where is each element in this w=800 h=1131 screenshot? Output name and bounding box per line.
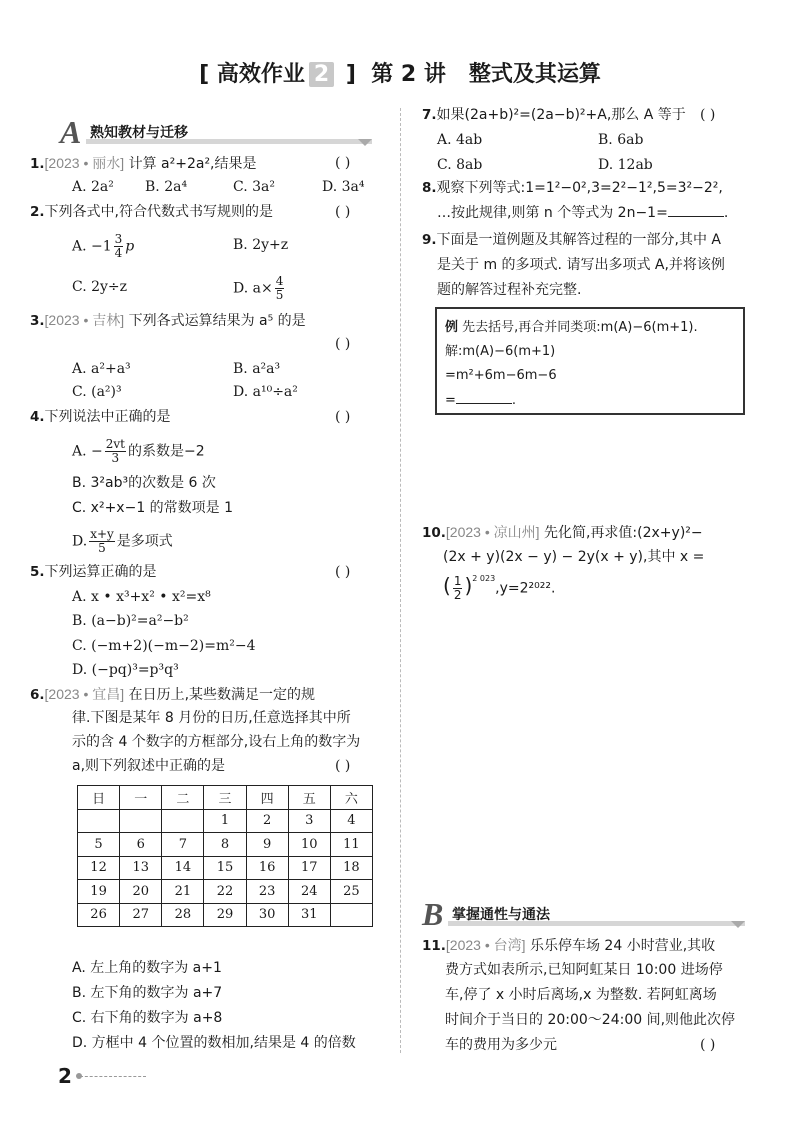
period: .: [511, 393, 517, 408]
question-3: [30, 311, 306, 330]
calendar-cell: 28: [162, 903, 204, 927]
question-number: 8.: [422, 180, 437, 196]
option-b: B. 3²ab³的次数是 6 次: [72, 475, 216, 491]
paren: ): [464, 573, 473, 598]
numerator: x+y: [90, 527, 114, 541]
option-c: C. (a²)³: [72, 384, 122, 400]
denominator: 2: [453, 588, 462, 602]
source-tag: [2023 • 吉林]: [44, 312, 125, 328]
series-name: 高效作业: [216, 62, 305, 87]
option-text: 的系数是−2: [128, 443, 205, 460]
question-text: [437, 204, 728, 222]
calendar-cell: 4: [330, 809, 372, 833]
example-label: 例: [445, 320, 459, 335]
question-text: 如果(2a+b)²=(2a−b)²+A,那么 A 等于: [436, 107, 686, 123]
answer-blank[interactable]: ( ): [335, 409, 351, 425]
column-divider: [400, 108, 401, 1053]
equals: =: [445, 393, 456, 408]
question-number: 4.: [30, 409, 45, 425]
calendar-cell: 25: [330, 880, 372, 904]
denominator: 5: [98, 541, 106, 555]
calendar-cell: 24: [288, 880, 330, 904]
lesson-number: 第 2 讲: [371, 62, 446, 87]
calendar-cell: 22: [204, 880, 246, 904]
question-number: 9.: [422, 232, 437, 248]
paren: (: [443, 573, 451, 598]
question-text: ,y=2²⁰²².: [495, 580, 556, 597]
calendar-cell: 5: [78, 833, 120, 857]
option-text: A. −1: [72, 238, 112, 255]
question-text: 先化简,再求值:(2x+y)²−: [539, 525, 703, 541]
question-text: 下列各式中,符合代数式书写规则的是: [44, 204, 273, 220]
question-1: [30, 154, 257, 173]
example-line: [445, 319, 698, 337]
calendar-header-row: [78, 786, 373, 810]
section-letter: A: [60, 114, 82, 150]
question-text: 车,停了 x 小时后离场,x 为整数. 若阿虹离场: [445, 987, 717, 1003]
question-text: (2x + y)(2x − y) − 2y(x + y),其中 x =: [443, 549, 705, 565]
calendar-cell: 20: [120, 880, 162, 904]
option-d: [72, 528, 173, 555]
section-a-header: [60, 114, 372, 150]
source-tag: [2023 • 台湾]: [445, 937, 526, 953]
calendar-cell: 18: [330, 856, 372, 880]
answer-blank[interactable]: ( ): [335, 564, 351, 580]
question-text: 下面是一道例题及其解答过程的一部分,其中 A: [436, 232, 722, 248]
fraction: [105, 438, 126, 465]
solution-line: =m²+6m−6m−6: [445, 368, 557, 383]
calendar-cell: 16: [246, 856, 288, 880]
example-box: [435, 307, 745, 415]
calendar-cell: 31: [288, 903, 330, 927]
calendar-cell: 三: [204, 786, 246, 810]
question-2: [30, 203, 273, 221]
calendar-cell: 19: [78, 880, 120, 904]
calendar-cell: 8: [204, 833, 246, 857]
calendar-cell: 29: [204, 903, 246, 927]
denominator: 5: [275, 288, 284, 302]
calendar-cell: 17: [288, 856, 330, 880]
option-b: B. 2y+z: [233, 237, 289, 253]
calendar-cell: 12: [78, 856, 120, 880]
exponent: 2 023: [472, 573, 496, 583]
question-11: [422, 936, 715, 955]
question-text: 计算 a²+2a²,结果是: [124, 156, 257, 172]
option-a: [72, 233, 134, 260]
bracket: ]: [345, 62, 356, 87]
calendar-row: [78, 880, 373, 904]
calendar-row: [78, 856, 373, 880]
calendar-table: [77, 785, 373, 927]
option-text: D. a×: [233, 280, 273, 297]
numerator: 2vt: [105, 437, 125, 451]
lesson-topic: 整式及其运算: [468, 62, 601, 87]
section-letter: B: [422, 896, 444, 932]
triangle-icon: [358, 139, 372, 146]
question-text: 题的解答过程补充完整.: [437, 282, 582, 298]
calendar-cell: 30: [246, 903, 288, 927]
question-7: [422, 106, 686, 124]
numerator: 3: [114, 232, 123, 246]
option-d: D. 3a⁴: [322, 179, 365, 195]
option-a: A. x • x³+x² • x²=x⁸: [72, 589, 211, 605]
section-b-header: [422, 896, 745, 932]
period: .: [723, 205, 729, 221]
question-number: 3.: [30, 313, 45, 329]
calendar-cell: 6: [120, 833, 162, 857]
calendar-cell: 26: [78, 903, 120, 927]
numerator: 4: [275, 274, 284, 288]
triangle-icon: [731, 921, 745, 928]
homework-badge: 2: [309, 62, 334, 87]
question-number: 5.: [30, 564, 45, 580]
bracket: [: [199, 62, 210, 87]
option-d: D. (−pq)³=p³q³: [72, 662, 179, 678]
calendar-cell: 10: [288, 833, 330, 857]
variable: p: [125, 238, 135, 255]
answer-blank[interactable]: ( ): [700, 107, 716, 123]
calendar-row: [78, 809, 373, 833]
numerator: 1: [453, 574, 462, 588]
calendar-cell: 15: [204, 856, 246, 880]
denominator: 4: [114, 246, 123, 260]
option-a: A. 左上角的数字为 a+1: [72, 960, 222, 976]
question-text: …按此规律,则第 n 个等式为 2n−1=: [437, 205, 668, 221]
calendar-cell: 六: [330, 786, 372, 810]
answer-blank[interactable]: ( ): [700, 1037, 716, 1053]
answer-blank[interactable]: [456, 391, 512, 404]
calendar-cell: [162, 809, 204, 833]
option-b: B. 2a⁴: [145, 179, 188, 195]
calendar-row: [78, 903, 373, 927]
question-text: 是关于 m 的多项式. 请写出多项式 A,并将该例: [437, 257, 725, 273]
calendar-cell: [330, 903, 372, 927]
option-b: B. (a−b)²=a²−b²: [72, 613, 189, 629]
calendar-cell: 7: [162, 833, 204, 857]
option-text: 是多项式: [116, 533, 173, 550]
calendar-cell: [78, 809, 120, 833]
question-text: 下列运算正确的是: [44, 564, 157, 580]
calendar-cell: 日: [78, 786, 120, 810]
question-text: 观察下列等式:1=1²−0²,3=2²−1²,5=3²−2²,: [436, 180, 723, 196]
option-text: A. −: [72, 443, 103, 460]
option-d: D. a¹⁰÷a²: [233, 384, 298, 400]
calendar-cell: 23: [246, 880, 288, 904]
calendar-cell: [120, 809, 162, 833]
question-text: [443, 575, 555, 602]
solution-line: [445, 391, 516, 410]
calendar-cell: 1: [204, 809, 246, 833]
page-number: 2: [58, 1064, 72, 1088]
denominator: 3: [111, 451, 120, 465]
calendar-cell: 一: [120, 786, 162, 810]
question-number: 7.: [422, 107, 437, 123]
option-a: A. 4ab: [437, 132, 483, 148]
question-number: 6.: [30, 687, 45, 703]
answer-blank[interactable]: ( ): [335, 336, 351, 352]
calendar-cell: 13: [120, 856, 162, 880]
calendar-cell: 2: [246, 809, 288, 833]
question-text: a,则下列叙述中正确的是: [72, 758, 226, 774]
calendar-cell: 四: [246, 786, 288, 810]
question-text: 律.下图是某年 8 月份的日历,任意选择其中所: [72, 710, 351, 726]
question-6: [30, 685, 315, 704]
section-name: 熟知教材与迁移: [90, 125, 188, 141]
calendar-cell: 二: [162, 786, 204, 810]
question-number: 1.: [30, 156, 45, 172]
question-text: 在日历上,某些数满足一定的规: [124, 687, 316, 703]
calendar-cell: 27: [120, 903, 162, 927]
calendar-cell: 3: [288, 809, 330, 833]
question-text: 费方式如表所示,已知阿虹某日 10:00 进场停: [445, 962, 723, 978]
option-c: C. 3a²: [233, 179, 275, 195]
calendar-cell: 9: [246, 833, 288, 857]
calendar-cell: 14: [162, 856, 204, 880]
option-a: [72, 438, 205, 465]
option-a: A. 2a²: [72, 179, 114, 195]
question-8: [422, 179, 723, 197]
fraction: [453, 575, 463, 602]
question-number: 2.: [30, 204, 45, 220]
source-tag: [2023 • 丽水]: [44, 155, 125, 171]
answer-blank[interactable]: ( ): [335, 204, 351, 220]
question-text: 下列说法中正确的是: [44, 409, 171, 425]
page-title: [0, 57, 800, 88]
option-b: B. a²a³: [233, 361, 281, 377]
footer-line: [80, 1076, 146, 1077]
solution-line: 解:m(A)−6(m+1): [445, 344, 556, 359]
question-number: 10.: [422, 525, 446, 541]
option-c: C. 右下角的数字为 a+8: [72, 1010, 223, 1026]
source-tag: [2023 • 宜昌]: [44, 686, 125, 702]
question-text: 下列各式运算结果为 a⁵ 的是: [124, 313, 306, 329]
calendar-cell: 五: [288, 786, 330, 810]
question-text: 车的费用为多少元: [445, 1037, 557, 1053]
question-number: 11.: [422, 938, 446, 954]
fraction: [114, 233, 124, 260]
question-5: [30, 563, 157, 581]
option-c: C. x²+x−1 的常数项是 1: [72, 500, 234, 516]
answer-blank[interactable]: ( ): [335, 758, 351, 774]
option-c: C. 8ab: [437, 157, 483, 173]
question-9: [422, 231, 721, 249]
calendar-row: [78, 833, 373, 857]
option-d: D. 12ab: [598, 157, 653, 173]
question-text: 示的含 4 个数字的方框部分,设右上角的数字为: [72, 734, 361, 750]
source-tag: [2023 • 凉山州]: [445, 524, 540, 540]
option-d: [233, 275, 286, 302]
option-c: C. 2y÷z: [72, 279, 128, 295]
question-4: [30, 408, 171, 426]
calendar-cell: 21: [162, 880, 204, 904]
option-c: C. (−m+2)(−m−2)=m²−4: [72, 638, 256, 654]
option-b: B. 左下角的数字为 a+7: [72, 985, 223, 1001]
answer-blank[interactable]: ( ): [335, 155, 351, 171]
option-b: B. 6ab: [598, 132, 644, 148]
question-10: [422, 523, 703, 542]
fraction: [275, 275, 285, 302]
question-text: 时间介于当日的 20:00～24:00 间,则他此次停: [445, 1012, 736, 1028]
option-text: D.: [72, 533, 88, 550]
question-text: 乐乐停车场 24 小时营业,其收: [525, 938, 716, 954]
section-name: 掌握通性与通法: [452, 907, 550, 923]
fraction: [89, 528, 115, 555]
answer-blank[interactable]: [668, 204, 724, 217]
example-text: 先去括号,再合并同类项:m(A)−6(m+1).: [458, 320, 698, 335]
option-a: A. a²+a³: [72, 361, 131, 377]
calendar-cell: 11: [330, 833, 372, 857]
option-d: D. 方框中 4 个位置的数相加,结果是 4 的倍数: [72, 1035, 356, 1051]
